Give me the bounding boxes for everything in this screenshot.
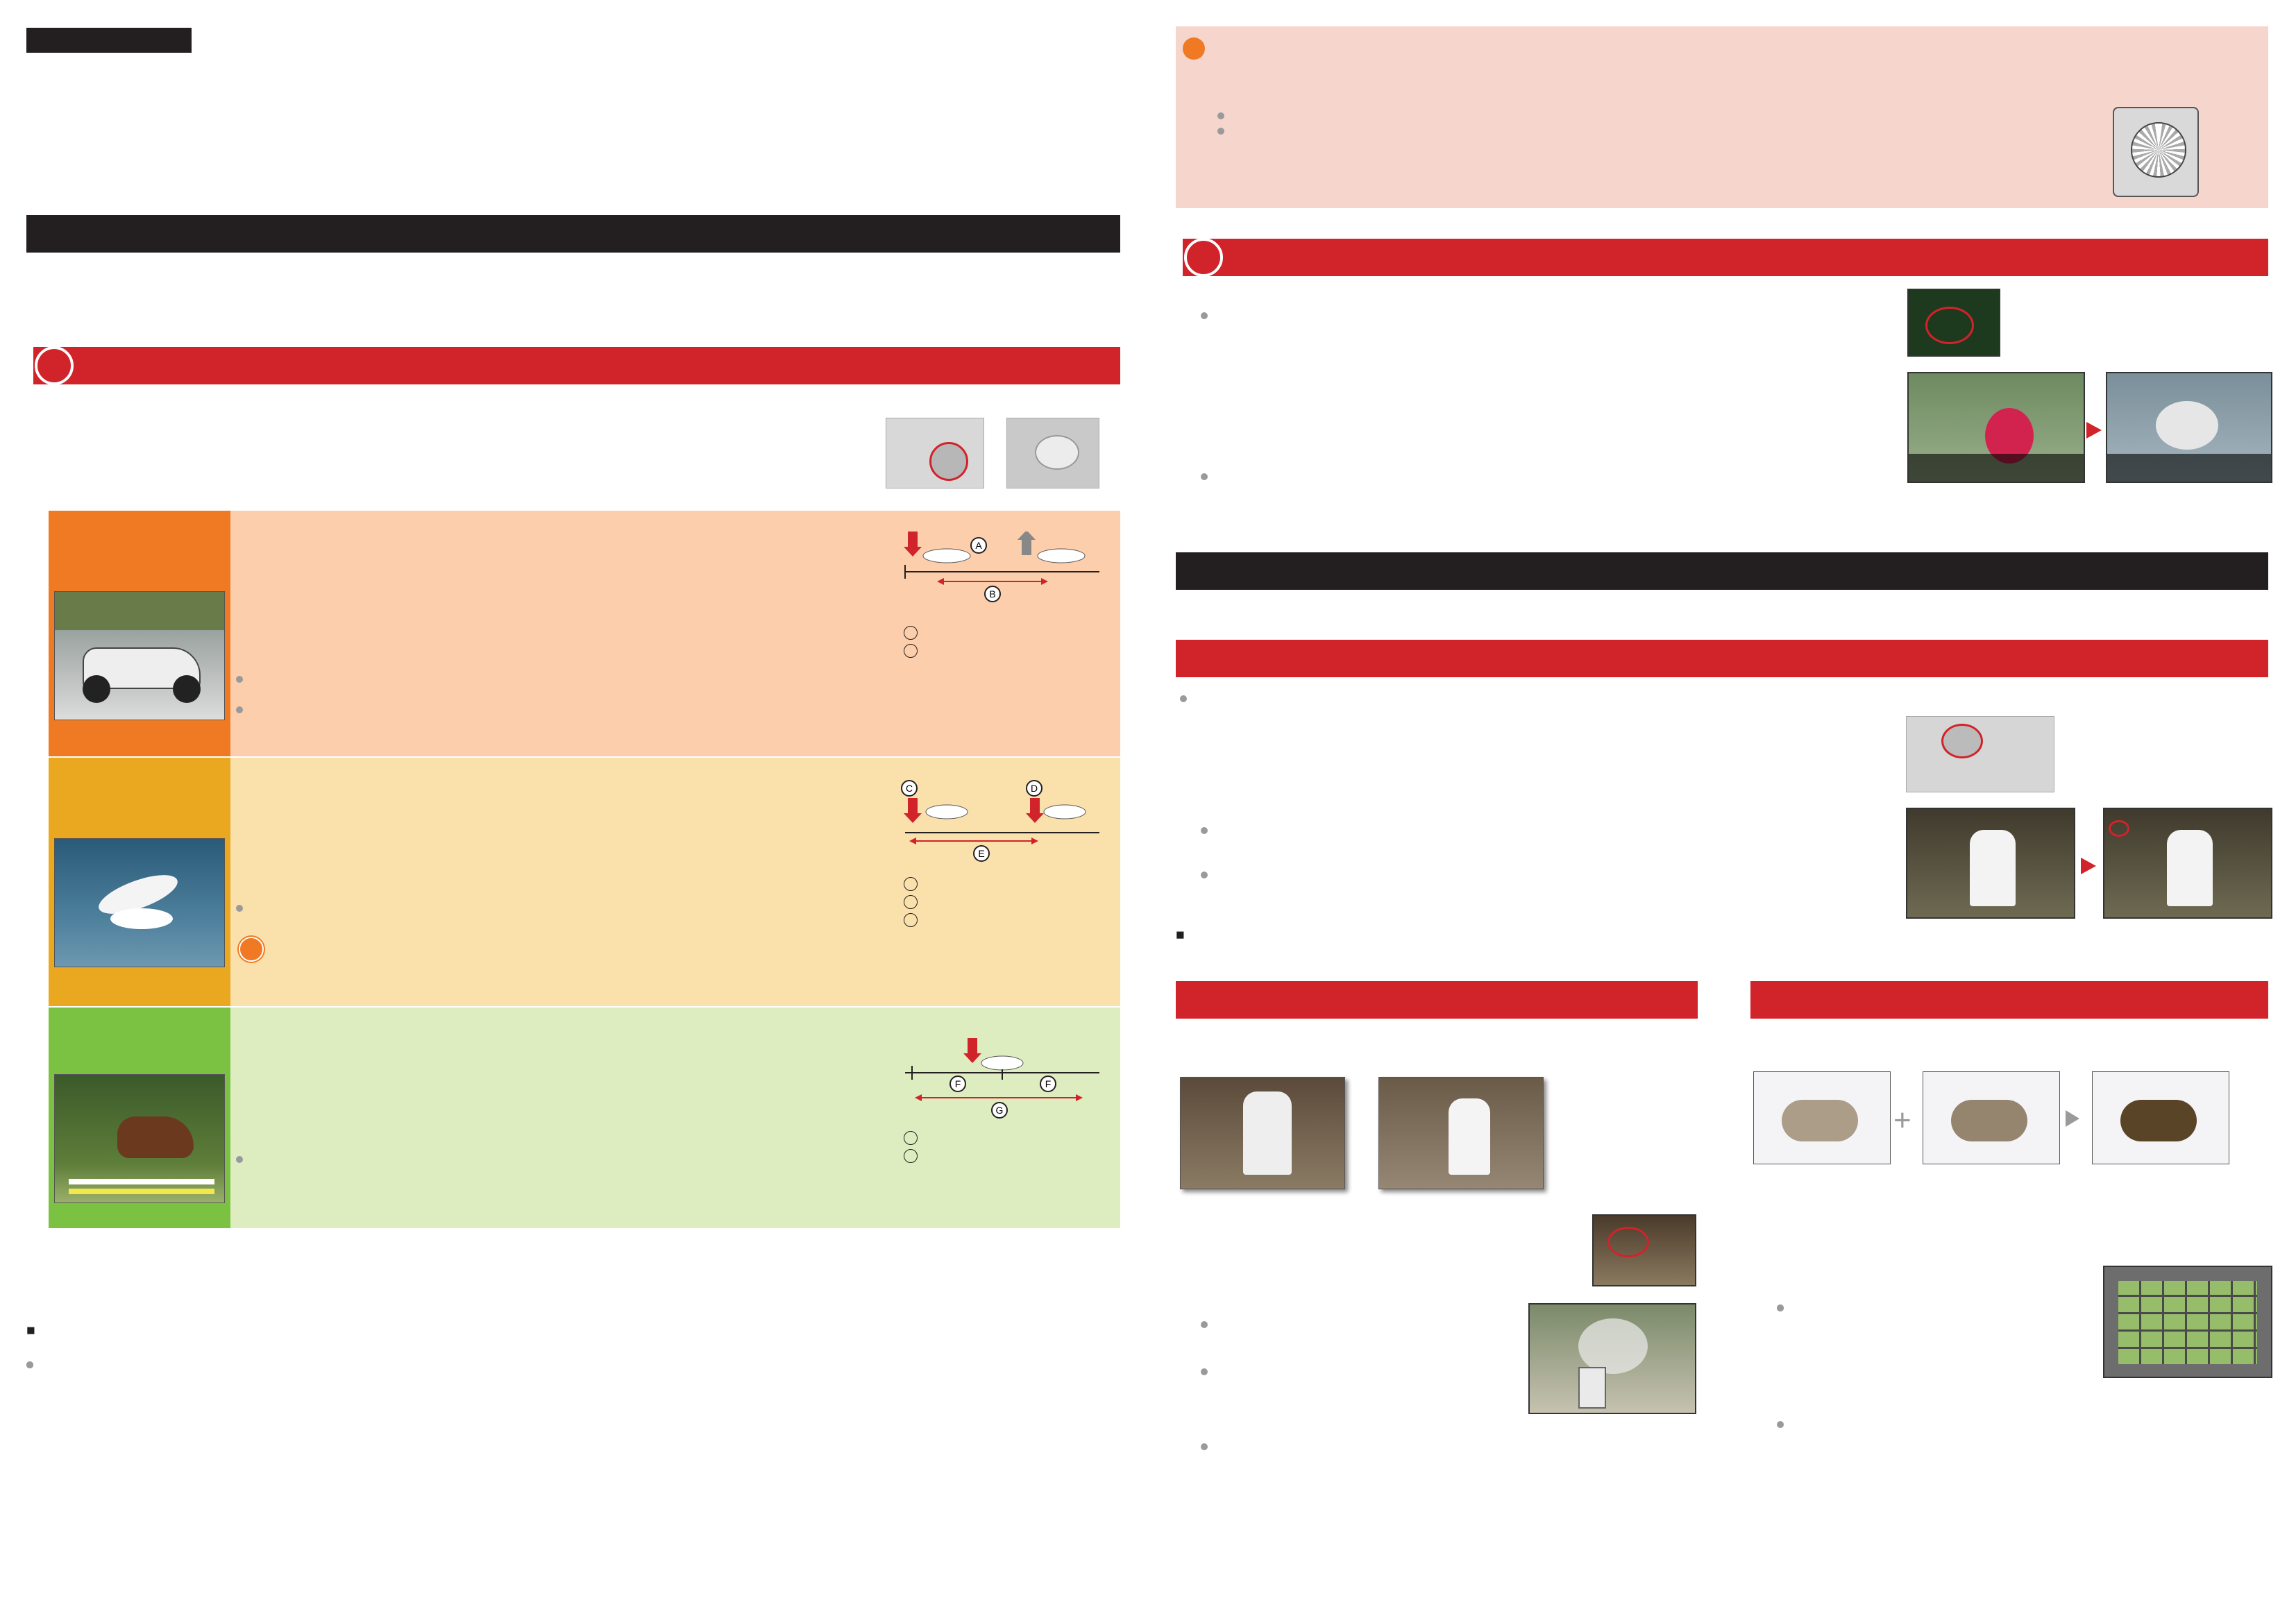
lantern-screen-2 (2103, 808, 2272, 919)
key-photo-result (2092, 1071, 2229, 1164)
recording-number (35, 347, 74, 384)
camera-pf-button-image (1906, 716, 2054, 792)
plus-icon: + (1893, 1103, 1911, 1137)
photo-race-car (54, 591, 225, 720)
svg-text:F: F (954, 1078, 961, 1089)
key-photo-2 (1923, 1071, 2060, 1164)
lantern-photo-focus (1378, 1077, 1544, 1189)
cancel-post-focus: ■ (1176, 927, 1185, 943)
mode-4k-burst (49, 511, 1120, 756)
svg-text:F: F (1045, 1078, 1052, 1089)
camera-4k-button-image (886, 418, 984, 488)
photo-swan (54, 838, 225, 967)
arrow-icon (2081, 858, 2096, 874)
section-title-catching (26, 215, 1120, 253)
select-number (1184, 239, 1223, 276)
legend-item (904, 1149, 920, 1167)
touch-focus-screen (1528, 1303, 1696, 1414)
range-merging-screen (2103, 1266, 2272, 1378)
mode-4k-burst-ss (49, 758, 1120, 1006)
recording-post-focus-header (1176, 640, 2268, 677)
legend-item (904, 877, 920, 895)
tip-icon (1183, 37, 1205, 60)
arrow-icon (2086, 422, 2102, 439)
legend-item (904, 913, 920, 931)
tip-icon (239, 937, 264, 962)
select-header (1183, 239, 2268, 276)
legend-item (904, 644, 920, 662)
burst-screen-1 (1907, 372, 2085, 483)
svg-text:E: E (978, 848, 985, 859)
mode-4k-pre-burst (49, 1008, 1120, 1228)
svg-text:B: B (989, 588, 996, 600)
post-focus-section-title (1176, 552, 2268, 590)
shutter-button-image (1006, 418, 1099, 488)
lantern-screen-1 (1906, 808, 2075, 919)
arrow-icon (2066, 1110, 2079, 1127)
cancel-4k-instruction: ■ (26, 1323, 35, 1339)
burst-screen-2 (2106, 372, 2272, 483)
focus-stacking-header (1750, 981, 2268, 1019)
playback-pf-thumb (1592, 1214, 1696, 1286)
svg-text:G: G (995, 1105, 1004, 1116)
timing-diagram-f-g (898, 1038, 1106, 1121)
rear-dial-image (2113, 107, 2199, 197)
lantern-photo-blur (1180, 1077, 1345, 1189)
legend-item (904, 626, 920, 644)
svg-text:A: A (975, 540, 982, 551)
legend-item (904, 1131, 920, 1149)
language-badge (26, 28, 192, 53)
playback-screen-thumb (1907, 289, 2000, 357)
photo-horse-jump (54, 1074, 225, 1203)
svg-text:C: C (905, 783, 913, 794)
key-photo-1 (1753, 1071, 1891, 1164)
tip-box (1176, 26, 2268, 208)
svg-text:D: D (1030, 783, 1038, 794)
timing-diagram-a-b (898, 532, 1106, 608)
legend-item (904, 895, 920, 913)
timing-diagram-c-d-e (898, 777, 1106, 867)
recording-header (33, 347, 1120, 384)
select-focus-header (1176, 981, 1698, 1019)
